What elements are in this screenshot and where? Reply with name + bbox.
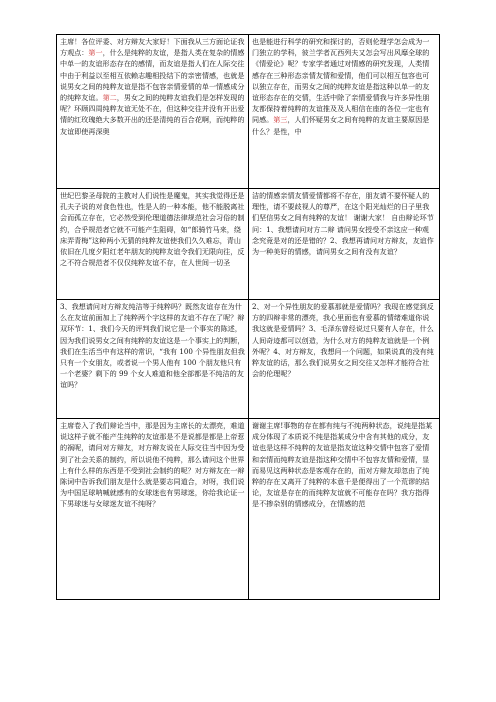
cell-text: 也是能进行科学的研究和探讨的，否则伦理学怎会成为一门独立的学科，彼兰学者瓦西列夫又怎会写出风靡全球的《情爱论》呢？专家学者通过对情感的研究发现，人类情感存在三种形态亲情友情和爱情，他们可以相互包容也可以独立存在，而男女之间的纯粹友谊是指这种以单一的友谊形态存在的交情，生活中除了亲情爱情我与许多异性朋友都保持着纯粹的友谊推及及人相信在座的各位一定也有同感。: [252, 37, 430, 125]
cell-text: 主席！各位评委、对方辩友大家好！下面我从三方面论证我方观点：: [60, 37, 245, 58]
table-cell-right: [248, 189, 439, 299]
cell-text: 世纪巴黎圣母院的主教对人们说性是魔鬼，其实我觉得还是孔夫子说的对食色性也，性是人的一种本能，他不能脱离社会而孤立存在，它必然受到伦理道德法律规范社会习俗的制约，合乎规范者它就不可能产生阻碍，如“郎骑竹马来，绕床弄青梅”这种两小无猜的纯粹友谊使我们久久难忘，青山依旧在几度夕阳红老年朋友的纯粹友谊令我们无限向往，反之不符合规范者不仅仅纯粹友谊不存，在人世间一切圣: [60, 191, 245, 268]
table-row: [57, 418, 439, 599]
section-marker: 第三: [273, 115, 288, 125]
table-cell-right: [248, 35, 439, 188]
cell-text: ，男女之间的纯粹友谊我们是怎样发现的呢？环顾四周纯粹友谊无处不在，但这种交往并没有开出爱情的红玫瑰绝大多数开出的还是清纯的百合花啊，而纯粹的友谊即使再深奥: [60, 93, 245, 136]
cell-text: 谢谢主席!事物的存在都有纯与不纯两种状态，说纯是指某成分体现了本质说不纯是指某成分中含有其他的成分，友谊也是这样不纯粹的友谊是指友谊这种交情中包容了爱情和亲情而纯粹友谊是指这种交情中不包容友情和爱情，显而易见这两种状态是客观存在的，而对方辩友却忽由了纯粹的存在又离开了纯粹的本意千是便得出了一个荒谬的结论，友谊是存在的而纯粹友谊就不可能存在吗？我方指得是不掺杂别的情感成分，在情感的范: [252, 421, 433, 509]
cell-text: ，什么是纯粹的友谊，是指人类在复杂的情感中单一的友谊形态存在的感情，而友谊是指人们在人际交往中由于利益以至相互依赖志趣相投结下的亲密情感，也就是说男女之间的纯粹友谊是指不包容亲情爱情的单一情感成分的纯粹友谊。: [60, 48, 245, 103]
table-cell-left: [57, 419, 248, 599]
table-cell-right: [248, 300, 439, 418]
table-cell-left: [57, 35, 248, 188]
table-cell-left: [57, 189, 248, 299]
table-cell-right: [248, 419, 439, 599]
cell-text: 洁的情感亲情友情爱情都将不存在，朋友请不要怀疑人的理性，请不要歧视人的尊严，在这个阳光灿烂的日子里我们坚信男女之间有纯粹的友谊！ 谢谢大家！ 自由辩论环节问：1、我想请问对方二辩 请问男女授受不亲这应一种观念究竟是对的还是错的？2、我想再请问对方辩友，友谊作为一种美好的情感，请问男女之间有没有友谊？: [252, 191, 434, 257]
section-marker: 第二: [102, 93, 117, 103]
table-cell-left: [57, 300, 248, 418]
cell-text: 主席卷入了我们辩论当中，那是因为主席长的太漂亮，难道说这样子就不能产生纯粹的友谊那是不是说都是都是上帝惹的祸呢，请问对方辩友，对方辩友说在人际交往当中因为受到了社会关系的制约，所以说他不纯粹，那么请问这个世界上有什么样的东西是不受到社会制约的呢？对方辩友在一辩陈词中告诉我们朋友是什么就是要志同道合，对呀，我们说为中国足球呐喊就感有的女球迷也有男球迷，你给我论证一下男球迷与女球迷友谊不纯呀？: [60, 421, 245, 509]
table-row: [57, 35, 439, 188]
table-row: [57, 299, 439, 418]
cell-text: 3、我想请问对方辩友纯洁等于纯粹吗？既然友谊存在为什么在友谊前面加上了纯粹两个字这样的友谊不存在了呢？辩双环节：1、我们今天的评判我们说它是一个事实的陈述，因为我们说男女之间有纯粹的友谊这是一个事实上的判断，我们在生活当中有这样的常识，“我有 100 个异性朋友但我只有一个女朋友，或者说一个男人他有 100 个朋友他只有一个老婆？剩下的 99 个女人难道和他全部都是不纯洁的友谊吗？: [60, 302, 245, 390]
section-marker: 第一: [88, 48, 103, 58]
debate-transcript-table: [56, 34, 440, 600]
cell-text: 2、对一个异性朋友的爱慕那就是爱情吗？我现在感觉到反方的四辩非常的漂亮，我心里面也有爱慕的情绪难道你说我这就是爱情吗？3、毛泽东曾经说过只要有人存在，什么人间奇迹都可以创造，为什么对方的纯粹友谊就是一个例外呢？4、对方辩友，我想问一个问题，如果说真的没有纯粹友谊的话，那么我们说男女之间交往又怎样才能符合社会的伦理呢？: [252, 302, 434, 379]
table-row: [57, 188, 439, 299]
cell-text: ，人们怀疑男女之间有纯粹的友谊主要原因是什么？是性，中: [252, 115, 430, 136]
